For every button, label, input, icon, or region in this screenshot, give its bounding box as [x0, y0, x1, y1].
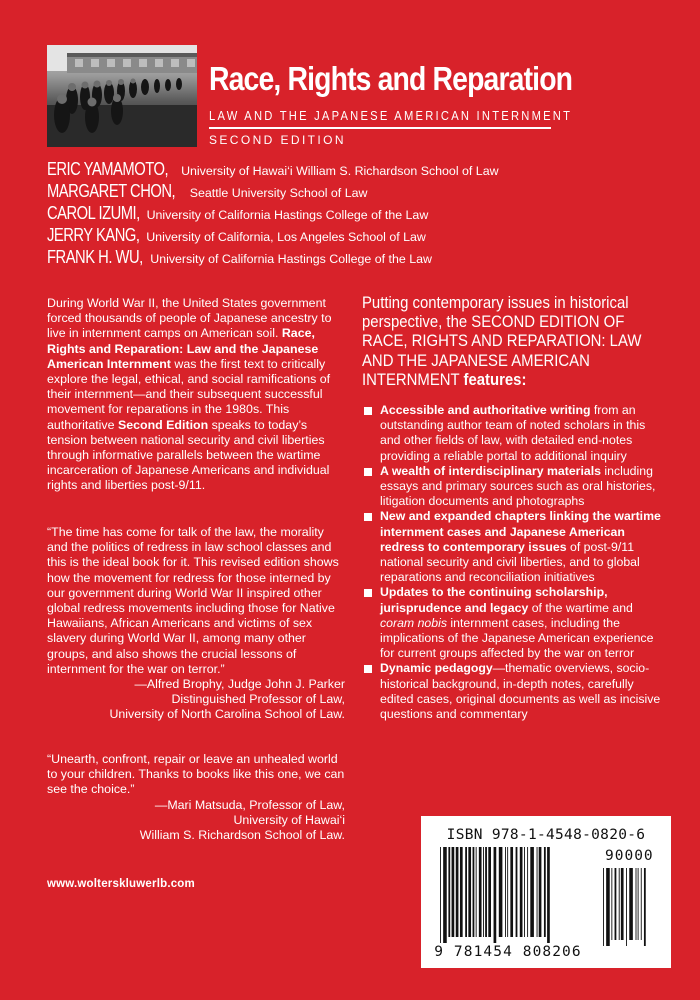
- author-affiliation: University of Hawai‘i William S. Richardson School of Law: [181, 164, 499, 178]
- title-rule: [209, 127, 551, 129]
- author-entry: [47, 158, 499, 180]
- barcode-bar: [524, 847, 525, 937]
- feature-heading: A wealth of interdisciplinary materials: [380, 463, 601, 478]
- barcode-number: 9 781454 808206: [434, 944, 582, 960]
- barcode-bar: [440, 847, 441, 943]
- quote-text: “The time has come for talk of the law, the morality and the politics of redress in law school classes and this is the ideal book for it. This revised edition shows how the movement for redress for those interned by our government during World War II inspired other global redress movements including those for Native Hawaiians, African Americans and victims of sex slavery during World War II, among many other groups, and also shows the crucial lessons of internment for the war on terror.”: [47, 525, 339, 676]
- author-affiliation: University of California Hastings College of the Law: [150, 252, 432, 266]
- intro-edition: Second Edition: [117, 417, 209, 432]
- author-list: [47, 158, 499, 268]
- bullet-square-icon: [364, 589, 372, 597]
- bullet-square-icon: [364, 468, 372, 476]
- publisher-website: www.wolterskluwerlb.com: [47, 878, 195, 890]
- edition-label: SECOND EDITION: [209, 133, 346, 147]
- price-code: 90000: [605, 848, 654, 864]
- barcode-bar: [520, 847, 523, 937]
- barcode-bar: [527, 847, 528, 937]
- addon-barcode: [603, 868, 655, 946]
- barcode-bar: [488, 847, 491, 937]
- lead-text: Putting contemporary issues in historical perspective, the SECOND EDITION OF RACE, RIGHTS AND REPARATION: LAW AND THE JAPANESE AMERICAN INTERNMENT: [362, 294, 642, 389]
- barcode-bar: [465, 847, 467, 937]
- author-entry: [47, 180, 499, 202]
- barcode-bar: [473, 847, 475, 937]
- author-name: ERIC YAMAMOTO,: [47, 159, 169, 179]
- quote-attribution: [47, 798, 345, 844]
- barcode-bar: [530, 847, 534, 937]
- features-list: [364, 403, 664, 722]
- endorsement-quote: [47, 525, 345, 723]
- features-lead: [362, 294, 656, 390]
- feature-text: from an outstanding author team of noted scholars in this and other fields of law, with detailed end-notes providing a reliable portal to additional inquiry: [380, 403, 646, 463]
- feature-italic: coram nobis: [380, 615, 447, 630]
- feature-heading: Accessible and authoritative writing: [380, 403, 591, 417]
- barcode-bar: [544, 847, 546, 937]
- barcode-bar: [606, 868, 610, 946]
- author-name: JERRY KANG,: [47, 225, 140, 245]
- barcode-bar: [629, 868, 633, 940]
- feature-text: of the wartime and: [528, 600, 633, 615]
- feature-text: of post-9/11 national security and civil liberties, and to global reparations and reconciliation initiatives: [380, 539, 640, 585]
- barcode-bar: [510, 847, 513, 937]
- author-name: MARGARET CHON,: [47, 181, 176, 201]
- list-item: [364, 661, 664, 722]
- intro-text: During World War II, the United States government forced thousands of people of Japanese ancestry to live in internment camps on American soil.: [47, 296, 332, 341]
- bullet-square-icon: [364, 665, 372, 673]
- barcode-bar: [507, 847, 508, 937]
- attribution-line: Distinguished Professor of Law,: [171, 692, 345, 707]
- feature-text: including essays and primary sources such as oral histories, litigation documents and photographs: [380, 463, 656, 509]
- barcode-bar: [611, 868, 612, 940]
- author-affiliation: University of California, Los Angeles School of Law: [146, 230, 426, 244]
- barcode-bar: [505, 847, 506, 937]
- attribution-line: University of North Carolina School of Law.: [109, 707, 345, 722]
- quote-attribution: [47, 677, 345, 723]
- barcode-bar: [547, 847, 550, 943]
- list-item: [364, 585, 664, 661]
- list-item: [364, 403, 664, 464]
- barcode-bar: [626, 868, 627, 946]
- author-entry: [47, 224, 499, 246]
- bullet-square-icon: [364, 407, 372, 415]
- intro-text: speaks to today’s tension between national security and civil liberties through informative parallels between the wartime incarceration of Japanese Americans and individual rights and liberties post-9/11.: [47, 417, 330, 493]
- barcode-box: [421, 816, 671, 968]
- barcode-bar: [494, 847, 497, 943]
- barcode-bar: [636, 868, 637, 940]
- author-name: CAROL IZUMI,: [47, 203, 140, 223]
- intro-book-title: Race, Rights and Reparation: Law and the Japanese American Internment: [47, 326, 319, 371]
- lead-bold: features:: [463, 370, 527, 389]
- feature-heading: New and expanded chapters linking the wartime internment cases and Japanese American redress to contemporary issues: [380, 509, 661, 554]
- barcode-bar: [483, 847, 484, 937]
- isbn-label: ISBN 978-1-4548-0820-6: [446, 827, 646, 843]
- barcode-bar: [516, 847, 518, 937]
- barcode-bar: [619, 868, 620, 940]
- ean-barcode: [440, 847, 590, 943]
- endorsement-quote: [47, 752, 345, 843]
- list-item: [364, 509, 664, 585]
- feature-heading: Dynamic pedagogy: [380, 661, 493, 676]
- barcode-bar: [537, 847, 538, 937]
- author-entry: [47, 202, 499, 224]
- author-affiliation: Seattle University School of Law: [189, 186, 368, 200]
- barcode-bar: [476, 847, 477, 937]
- attribution-line: University of Hawai‘i: [233, 812, 345, 827]
- internment-photo: [47, 45, 197, 147]
- author-entry: [47, 246, 499, 268]
- feature-text: internment cases, including the implications of the Japanese American experience for current groups affected by the war on terror: [380, 615, 654, 661]
- quote-text: “Unearth, confront, repair or leave an unhealed world to your children. Thanks to books like this one, we can see the choice.”: [47, 752, 345, 797]
- attribution-line: —Alfred Brophy, Judge John J. Parker: [134, 677, 345, 692]
- barcode-bar: [621, 868, 624, 940]
- author-affiliation: University of California Hastings College of the Law: [146, 208, 429, 222]
- barcode-bar: [644, 868, 646, 946]
- list-item: [364, 464, 664, 510]
- barcode-bar: [479, 847, 482, 937]
- barcode-bar: [456, 847, 459, 937]
- intro-text: was the first text to critically explore the legal, ethical, and social ramifications of their internment—and their subsequent successful movement for reparations in the 1980s. This authoritative: [47, 356, 331, 432]
- barcode-bar: [615, 868, 617, 940]
- bullet-square-icon: [364, 513, 372, 521]
- feature-heading: Updates to the continuing scholarship, jurisprudence and legacy: [380, 585, 608, 615]
- barcode-bar: [448, 847, 450, 937]
- barcode-bar: [539, 847, 542, 937]
- barcode-bar: [452, 847, 455, 937]
- barcode-bar: [460, 847, 463, 937]
- barcode-bar: [641, 868, 642, 940]
- intro-paragraph: [47, 296, 347, 494]
- barcode-bar: [499, 847, 503, 937]
- barcode-bar: [468, 847, 471, 937]
- barcode-bar: [638, 868, 639, 940]
- feature-text: —thematic overviews, socio-historical background, in-depth notes, carefully edited cases, original documents as well as incisive questions and commentary: [380, 661, 661, 722]
- barcode-bar: [443, 847, 447, 943]
- barcode-bar: [485, 847, 487, 937]
- attribution-line: —Mari Matsuda, Professor of Law,: [154, 797, 345, 812]
- book-subtitle: LAW AND THE JAPANESE AMERICAN INTERNMENT: [209, 108, 573, 123]
- book-title: Race, Rights and Reparation: [209, 60, 573, 97]
- attribution-line: William S. Richardson School of Law.: [139, 828, 345, 843]
- author-name: FRANK H. WU,: [47, 247, 143, 267]
- barcode-bar: [603, 868, 604, 946]
